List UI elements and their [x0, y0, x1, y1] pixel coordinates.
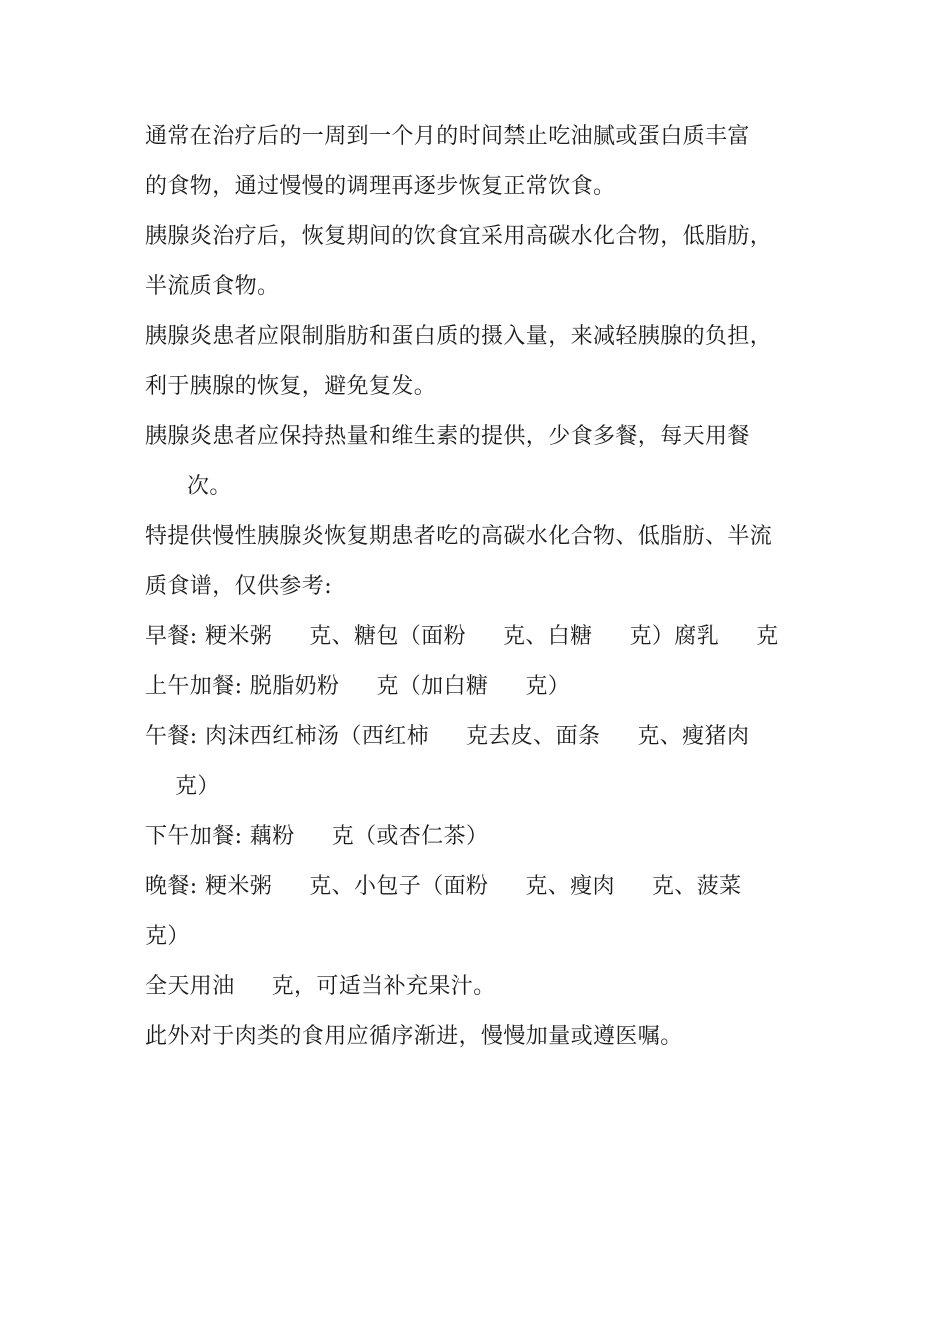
- text-line: 胰腺炎患者应限制脂肪和蛋白质的摄入量，来减轻胰腺的负担，: [145, 324, 773, 349]
- text-line: 的食物，通过慢慢的调理再逐步恢复正常饮食。: [145, 174, 616, 199]
- text-line: 次。: [187, 474, 232, 499]
- text-line: 胰腺炎患者应保持热量和维生素的提供，少食多餐，每天用餐: [145, 424, 750, 449]
- daily-oil-line: 全天用油 克，可适当补充果汁。: [145, 974, 496, 999]
- text-line: 胰腺炎治疗后，恢复期间的饮食宜采用高碳水化合物，低脂肪，: [145, 224, 773, 249]
- afternoon-snack-line: 下午加餐: 藕粉 克（或杏仁茶）: [145, 824, 489, 849]
- text-line: 特提供慢性胰腺炎恢复期患者吃的高碳水化合物、低脂肪、半流: [145, 524, 773, 549]
- text-line: 克）: [175, 774, 220, 799]
- closing-note-line: 此外对于肉类的食用应循序渐进，慢慢加量或遵医嘱。: [145, 1024, 683, 1049]
- text-line: 半流质食物。: [145, 274, 280, 299]
- text-line: 质食谱，仅供参考:: [145, 574, 333, 599]
- text-line: 通常在治疗后的一周到一个月的时间禁止吃油腻或蛋白质丰富: [145, 124, 750, 149]
- dinner-line: 晚餐: 粳米粥 克、小包子（面粉 克、瘦肉 克、菠菜: [145, 874, 742, 899]
- document-body: [145, 112, 835, 1062]
- text-line: 克）: [145, 924, 190, 949]
- breakfast-line: 早餐: 粳米粥 克、糖包（面粉 克、白糖 克）腐乳 克: [145, 624, 779, 649]
- morning-snack-line: 上午加餐: 脱脂奶粉 克（加白糖 克）: [145, 674, 571, 699]
- lunch-line: 午餐: 肉沫西红柿汤（西红柿 克去皮、面条 克、瘦猪肉: [145, 724, 750, 749]
- text-line: 利于胰腺的恢复，避免复发。: [145, 374, 437, 399]
